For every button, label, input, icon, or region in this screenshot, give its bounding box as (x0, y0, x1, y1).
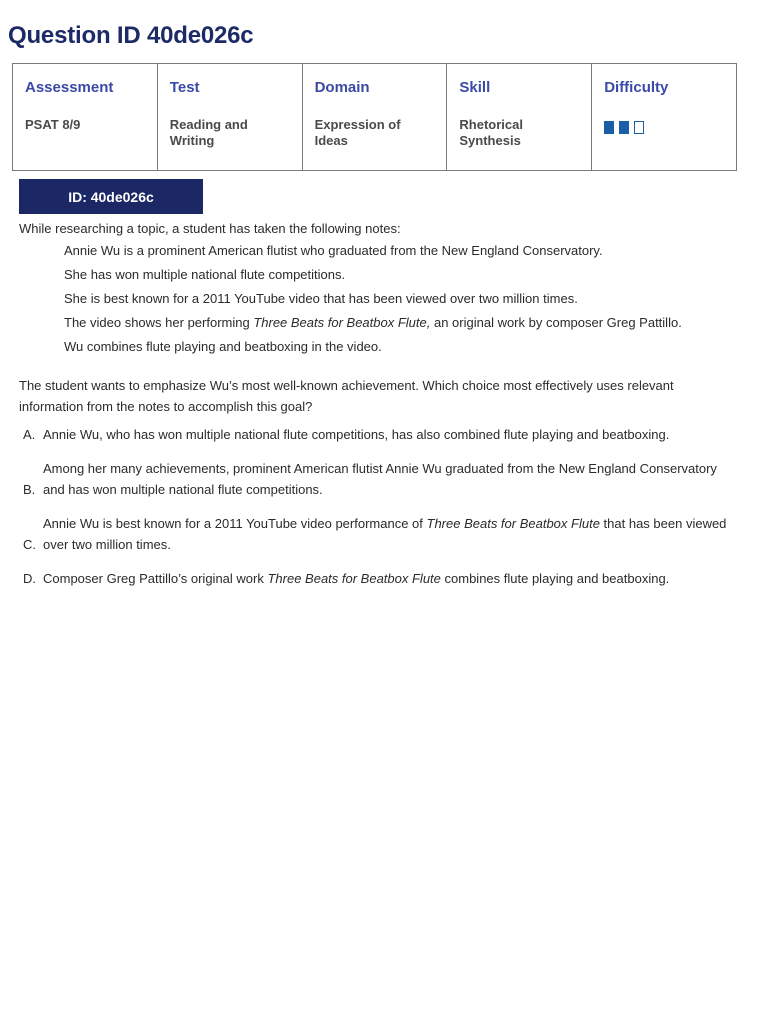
choice-text (43, 513, 734, 555)
choice-a[interactable] (19, 424, 734, 445)
note-text: The video shows her performing (64, 315, 254, 330)
answer-choices (19, 424, 734, 589)
difficulty-box-empty (634, 121, 644, 134)
assessment-label: Assessment (25, 79, 114, 96)
choice-text (43, 568, 734, 589)
choice-d[interactable] (19, 568, 734, 589)
choice-text-part: that has been viewed over two million times. (43, 516, 727, 552)
choice-b[interactable] (19, 458, 734, 500)
meta-cell-test (157, 64, 302, 171)
domain-value: Expression of Ideas (314, 117, 401, 148)
skill-value: Rhetorical Synthesis (459, 117, 523, 148)
choice-text: Among her many achievements, prominent American flutist Annie Wu graduated from the New England Conservatory and has won multiple national flute competitions. (43, 461, 717, 497)
question-id-banner: ID: 40de026c (19, 179, 203, 214)
note-item: She is best known for a 2011 YouTube video that has been viewed over two million times. (64, 291, 578, 306)
choice-text: Annie Wu, who has won multiple national flute competitions, has also combined flute playing and beatboxing. (43, 427, 670, 442)
assessment-value: PSAT 8/9 (25, 117, 81, 132)
question-meta-table (12, 63, 737, 171)
question-content (19, 218, 734, 602)
choice-text-part: Annie Wu is best known for a 2011 YouTube video performance of (43, 516, 427, 531)
work-title: Three Beats for Beatbox Flute, (253, 315, 431, 330)
choice-letter: C. (23, 537, 36, 552)
meta-row (13, 64, 737, 171)
notes-list (19, 239, 734, 359)
meta-cell-domain (302, 64, 447, 171)
choice-letter: B. (23, 482, 36, 497)
note-item (64, 311, 734, 335)
choice-letter: D. (23, 571, 36, 586)
note-item: Wu combines flute playing and beatboxing in the video. (64, 339, 382, 354)
difficulty-label: Difficulty (604, 79, 669, 96)
meta-cell-assessment (13, 64, 158, 171)
test-label: Test (169, 79, 200, 96)
note-item: Annie Wu is a prominent American flutist who graduated from the New England Conservatory. (64, 243, 603, 258)
choice-c[interactable] (19, 513, 734, 555)
choice-text-part: Composer Greg Pattillo’s original work (43, 571, 268, 586)
difficulty-box-filled (604, 121, 614, 134)
difficulty-box-filled (619, 121, 629, 134)
page-title: Question ID 40de026c (8, 22, 254, 49)
question-intro: While researching a topic, a student has taken the following notes: (19, 221, 401, 236)
work-title: Three Beats for Beatbox Flute (267, 571, 441, 586)
note-item: She has won multiple national flute competitions. (64, 267, 346, 282)
choice-text-part: combines flute playing and beatboxing. (440, 571, 670, 586)
difficulty-indicator (604, 121, 724, 134)
question-stem: The student wants to emphasize Wu’s most well-known achievement. Which choice most effectively uses relevant information from the notes to accomplish this goal? (19, 378, 674, 414)
skill-label: Skill (459, 79, 491, 96)
domain-label: Domain (314, 79, 370, 96)
choice-letter: A. (23, 427, 36, 442)
note-text: an original work by composer Greg Pattillo. (430, 315, 682, 330)
work-title: Three Beats for Beatbox Flute (426, 516, 600, 531)
meta-cell-difficulty (592, 64, 737, 171)
test-value: Reading and Writing (169, 117, 248, 148)
meta-cell-skill (447, 64, 592, 171)
